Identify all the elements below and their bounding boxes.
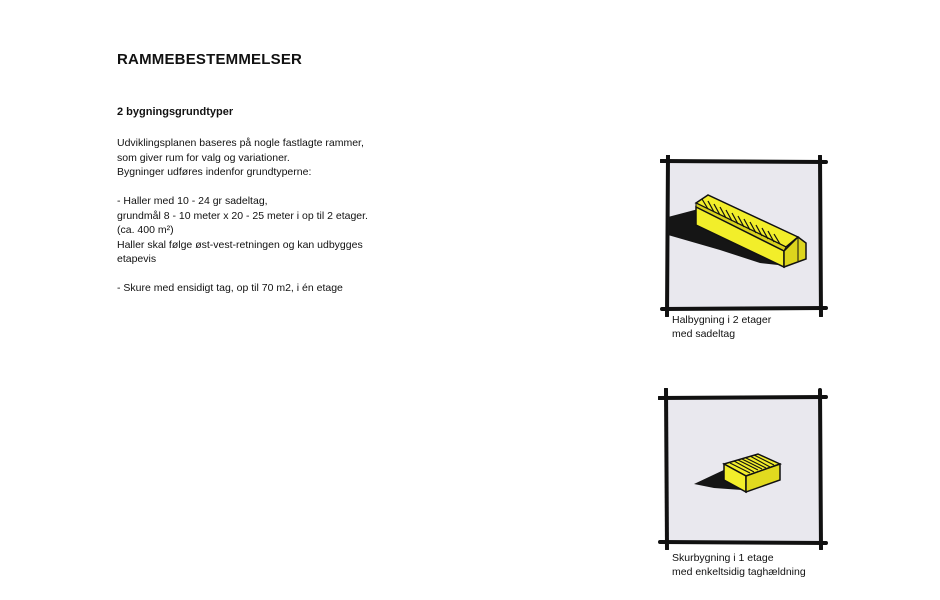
body-text (117, 136, 537, 296)
figure-caption (672, 313, 771, 341)
section-heading: 2 bygningsgrundtyper (117, 106, 234, 118)
caption-line: med sadeltag (672, 328, 736, 340)
text-line: Bygninger udføres indenfor grundtyperne: (117, 166, 312, 178)
text-line: som giver rum for valg og variationer. (117, 151, 290, 164)
text-line: (ca. 400 m²) (117, 224, 174, 236)
caption-line: Halbygning i 2 etager (672, 314, 772, 326)
text-line: etapevis (117, 253, 157, 265)
text-line: Haller skal følge øst-vest-retningen og kan udbygges (117, 238, 363, 251)
text-line: grundmål 8 - 10 meter x 20 - 25 meter i op til 2 etager. (117, 209, 368, 222)
caption-line: med enkeltsidig taghældning (672, 566, 806, 578)
text-line: - Haller med 10 - 24 gr sadeltag, (117, 195, 268, 207)
shed-building-illustration (658, 388, 828, 550)
page-title: RAMMEBESTEMMELSER (117, 51, 303, 68)
caption-line: Skurbygning i 1 etage (672, 552, 774, 564)
text-line: - Skure med ensidigt tag, op til 70 m2, i én etage (117, 282, 343, 294)
hall-building-illustration (660, 155, 828, 317)
figure-caption (672, 551, 806, 579)
text-line: Udviklingsplanen baseres på nogle fastlagte rammer, (117, 137, 364, 149)
